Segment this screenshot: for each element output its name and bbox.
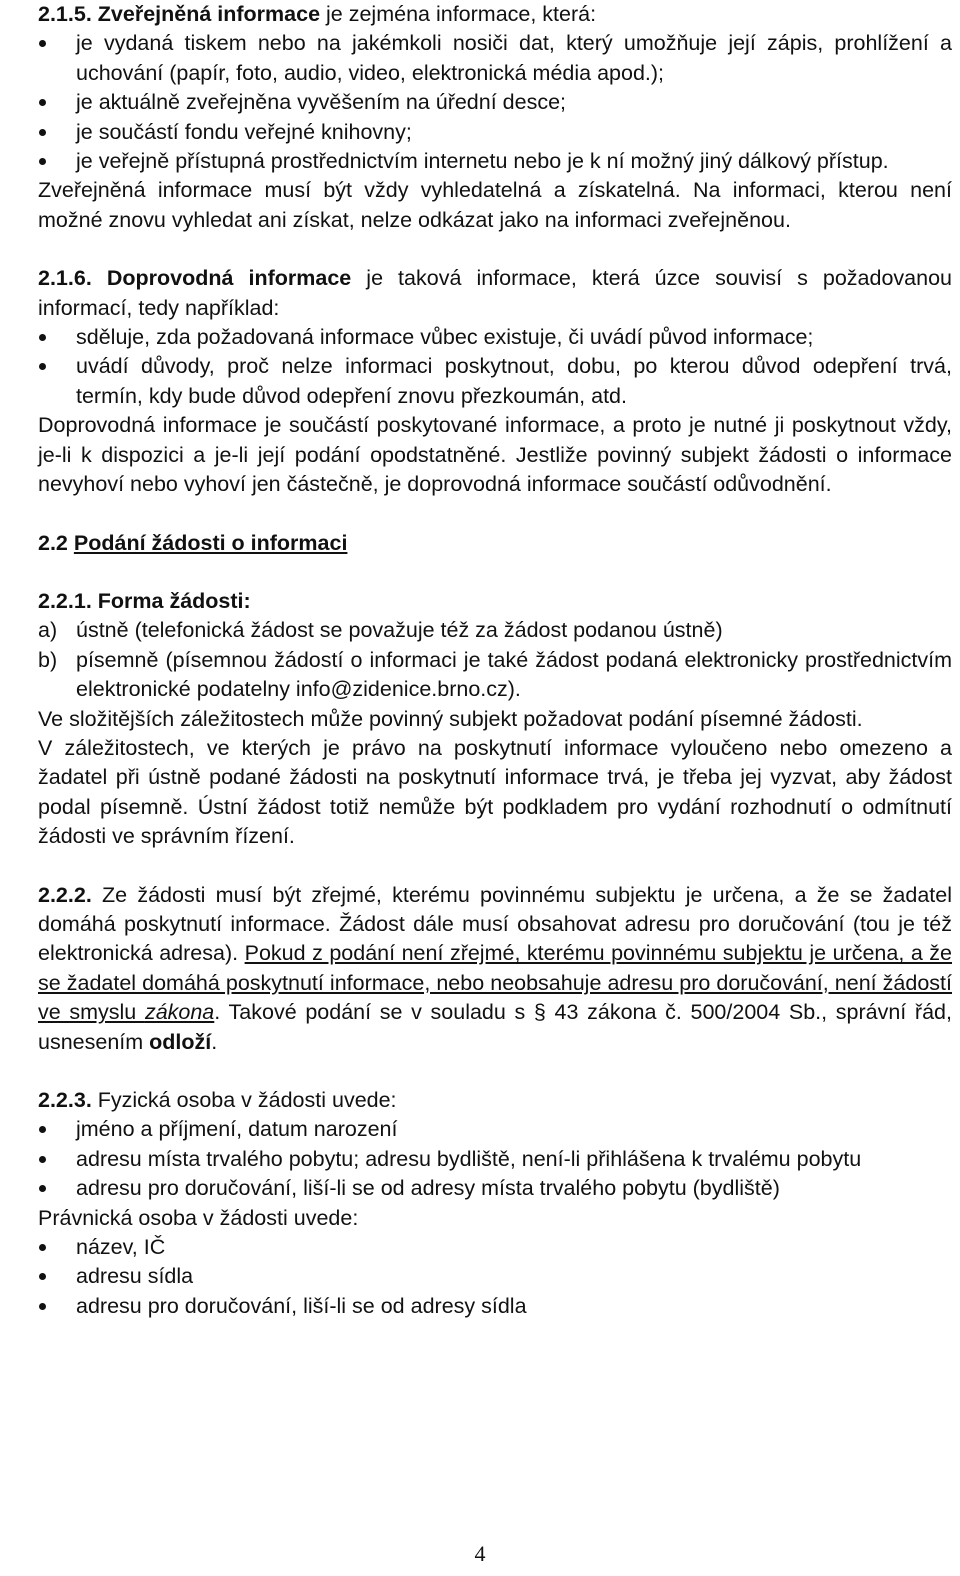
bullet-icon [38,1292,76,1321]
list-text: písemně (písemnou žádostí o informaci je také žádost podaná elektronicky prostřednictvím elektronické podatelny info@zidenice.brno.cz). [76,647,952,702]
section-2-2-3 [38,1086,952,1321]
bullet-item [38,147,952,176]
paragraph-end: . [211,1029,218,1054]
bullet-item [38,1115,952,1144]
section-heading [38,1086,952,1115]
bullet-text: adresu pro doručování, liší-li se od adresy sídla [76,1293,527,1318]
chapter-title: Podání žádosti o informaci [73,530,348,555]
bullet-text: je součástí fondu veřejné knihovny; [76,119,412,144]
paragraph: Ve složitějších záležitostech může povinný subjekt požadovat podání písemné žádosti. [38,706,863,731]
paragraph: V záležitostech, ve kterých je právo na poskytnutí informace vyloučeno nebo omezeno a žadatel při ústně podané žádosti na poskytnutí informace trvá, je třeba jej vyzvat, aby žádost podal písemně. Ústní žádost totiž nemůže být podkladem pro vydání rozhodnutí o odmítnutí žádosti ve správním řízení. [38,735,952,849]
bullet-text: je aktuálně zveřejněna vyvěšením na úřední desce; [76,90,567,115]
list-label: b) [38,647,58,672]
section-number: 2.2.3. [38,1088,92,1112]
bullet-item [38,1292,952,1321]
chapter-heading [38,529,952,558]
section-title: Forma žádosti: [97,588,251,613]
section-2-2-2 [38,881,952,1057]
bullet-item [38,323,952,352]
paragraph [38,881,952,1057]
paragraph: Právnická osoba v žádosti uvede: [38,1205,359,1230]
bullet-text: adresu pro doručování, liší-li se od adresy místa trvalého pobytu (bydliště) [76,1176,780,1201]
bullet-item [38,118,952,147]
bullet-icon [38,1233,76,1262]
section-number: 2.2.1. [38,588,92,613]
bullet-item [38,29,952,88]
bullet-icon [38,323,76,352]
paragraph-text: . Takové podání se v souladu s § 43 zákona č. 500/2004 Sb., správní řád, usnesením [38,1000,952,1054]
bullet-icon [38,1145,76,1174]
term: Zveřejněná informace [97,2,321,26]
section-2-1-5 [38,0,952,235]
document-page [38,0,952,1321]
bullet-text: název, IČ [76,1235,166,1260]
bullet-icon [38,352,76,411]
list-text: ústně (telefonická žádost se považuje též za žádost podanou ústně) [76,618,723,643]
bullet-item [38,352,952,411]
list-item [38,616,952,645]
bullet-item [38,1174,952,1203]
page-number: 4 [474,1541,486,1566]
chapter-number: 2.2 [38,530,68,555]
paragraph: Zveřejněná informace musí být vždy vyhledatelná a získatelná. Na informaci, kterou není možné znovu vyhledat ani získat, nelze odkázat jako na informaci zveřejněnou. [38,178,952,232]
bullet-icon [38,29,76,88]
bullet-item [38,1145,952,1174]
paragraph: Doprovodná informace je součástí poskytované informace, a proto je nutné ji poskytnout vždy, je-li k dispozici a je-li její podání opodstatněné. Jestliže povinný subjekt žádosti o informace nevyhoví nebo vyhoví jen částečně, je doprovodná informace součástí odůvodnění. [38,413,952,497]
section-lead: je zejména informace, která: [320,2,597,26]
bullet-item [38,1262,952,1291]
bullet-item [38,1233,952,1262]
section-lead: je taková informace, která úzce souvisí s požadovanou informací, tedy například: [38,266,952,320]
section-heading [38,587,952,616]
bullet-icon [38,1174,76,1203]
bullet-icon [38,1262,76,1291]
bullet-text: je veřejně přístupná prostřednictvím internetu nebo je k ní možný jiný dálkový přístup. [76,149,889,174]
section-number: 2.1.6. [38,266,92,291]
section-heading [38,264,952,323]
bullet-text: uvádí důvody, proč nelze informaci poskytnout, dobu, po kterou důvod odepření trvá, termín, kdy bude důvod odepření znovu přezkoumán, atd. [76,354,952,408]
section-2-1-6 [38,264,952,499]
section-number: 2.2.2. [38,882,92,907]
bullet-text: je vydaná tiskem nebo na jakémkoli nosiči dat, který umožňuje její zápis, prohlížení a uchování (papír, foto, audio, video, elektronická média apod.); [76,31,952,85]
section-lead: Fyzická osoba v žádosti uvede: [91,1088,397,1112]
list-label: a) [38,618,58,643]
section-heading [38,0,952,29]
bullet-item [38,88,952,117]
bullet-text: sděluje, zda požadovaná informace vůbec existuje, či uvádí původ informace; [76,325,814,350]
term: Doprovodná informace [106,266,352,291]
paragraph-text: Ze žádosti musí být zřejmé, kterému povinnému subjektu je určena, a že se žadatel domáhá poskytnutí informace. Žádost dále musí obsahovat adresu pro doručování (tou je též elektronická adresa). [38,882,952,966]
bullet-text: adresu místa trvalého pobytu; adresu bydliště, není-li přihlášena k trvalému pobytu [76,1146,862,1171]
bullet-text: jméno a příjmení, datum narození [76,1117,398,1142]
bold-text: odloží [149,1029,212,1054]
underlined-text: Pokud z podání není zřejmé, kterému povinnému subjektu je určena, a že se žadatel domáhá poskytnutí informace, nebo neobsahuje adresu pro doručování, není žádostí ve smyslu [38,941,952,1025]
section-2-2-1 [38,587,952,852]
bullet-icon [38,1115,76,1144]
section-number: 2.1.5. [38,2,92,26]
bullet-text: adresu sídla [76,1264,194,1289]
bullet-icon [38,118,76,147]
bullet-icon [38,147,76,176]
list-item [38,646,952,705]
bullet-icon [38,88,76,117]
underlined-italic-text: zákona [144,1000,215,1025]
